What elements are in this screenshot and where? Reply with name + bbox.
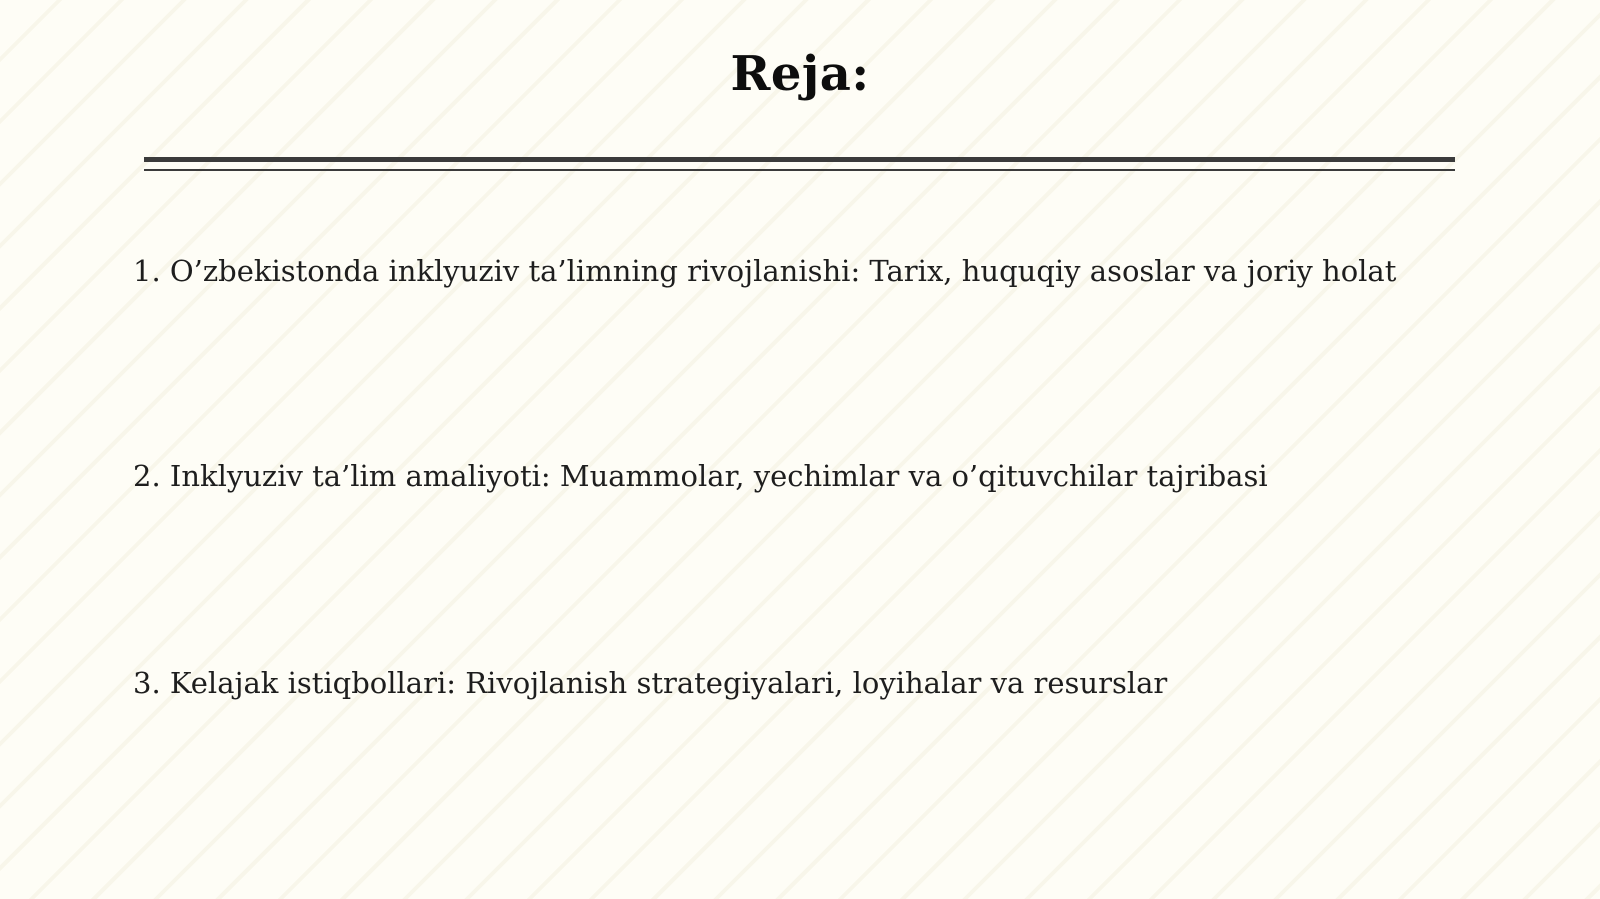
plan-item-1: 1. O’zbekistonda inklyuziv ta’limning rivojlanishi: Tarix, huquqiy asoslar va joriy holat [133,254,1397,288]
title-divider-thin [144,169,1455,171]
plan-item-3: 3. Kelajak istiqbollari: Rivojlanish strategiyalari, loyihalar va resurslar [133,666,1168,700]
title-divider-thick [144,157,1455,162]
slide-title: Reja: [730,46,870,102]
plan-item-2: 2. Inklyuziv ta’lim amaliyoti: Muammolar, yechimlar va o’qituvchilar tajribasi [133,459,1268,493]
